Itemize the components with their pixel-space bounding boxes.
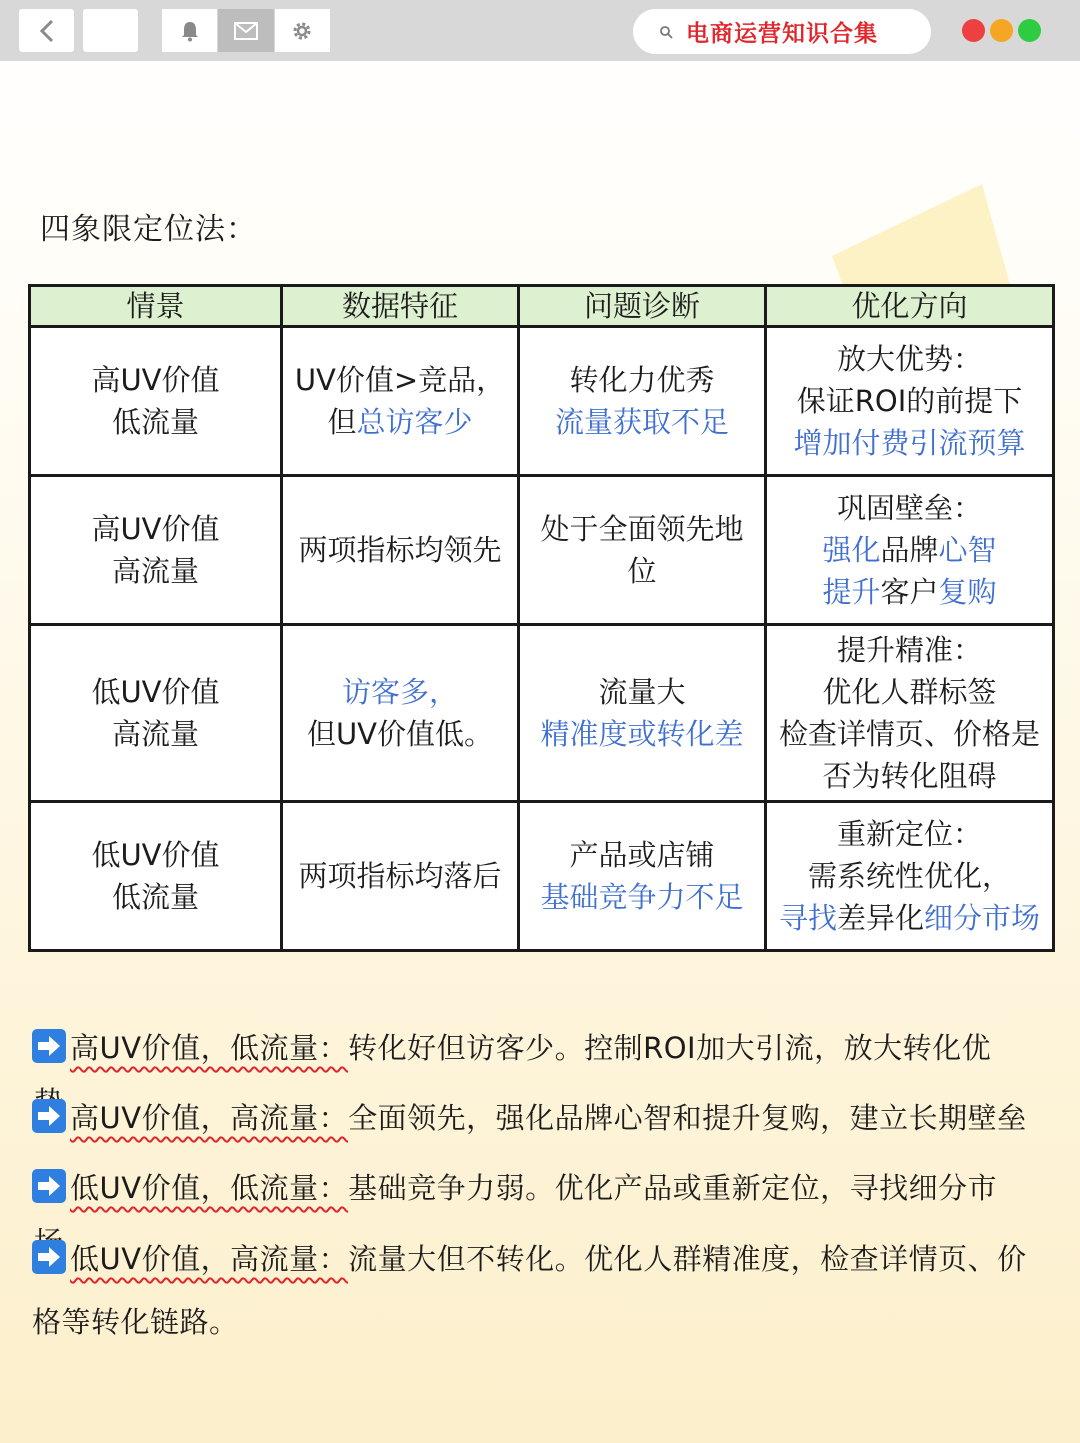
mail-icon <box>234 22 258 40</box>
data-cell: 访客多， 但UV价值低。 <box>282 625 519 802</box>
diagnosis-cell: 转化力优秀 流量获取不足 <box>519 327 766 476</box>
settings-button[interactable] <box>275 9 330 52</box>
gear-icon <box>291 20 313 42</box>
scene-cell: 高UV价值 低流量 <box>30 327 282 476</box>
mail-button[interactable] <box>218 9 273 52</box>
quadrant-table <box>28 284 1055 952</box>
note-item: 低UV价值，低流量：基础竞争力弱。优化产品或重新定位，寻找细分市 <box>32 1166 997 1207</box>
table-row <box>30 327 1054 476</box>
toolbar <box>0 0 1080 61</box>
arrow-right-icon <box>32 1169 66 1203</box>
wrapped-fragment <box>34 1220 63 1232</box>
header-scene: 情景 <box>30 286 282 327</box>
optimization-cell: 放大优势： 保证ROI的前提下 增加付费引流预算 <box>766 327 1054 476</box>
header-data: 数据特征 <box>282 286 519 327</box>
data-cell: 两项指标均领先 <box>282 476 519 625</box>
note-item: 高UV价值，高流量：全面领先，强化品牌心智和提升复购，建立长期壁垒 <box>32 1096 1027 1137</box>
table-header-row <box>30 286 1054 327</box>
table-row <box>30 802 1054 951</box>
arrow-right-icon <box>32 1029 66 1063</box>
data-cell: UV价值>竞品， 但总访客少 <box>282 327 519 476</box>
search-text: 电商运营知识合集 <box>686 21 878 47</box>
optimization-cell: 重新定位： 需系统性优化， 寻找差异化细分市场 <box>766 802 1054 951</box>
diagnosis-cell: 流量大 精准度或转化差 <box>519 625 766 802</box>
close-dot[interactable] <box>962 19 985 42</box>
notifications-button[interactable] <box>162 9 217 52</box>
arrow-right-icon <box>32 1099 66 1133</box>
bell-icon <box>180 20 200 42</box>
optimization-cell: 提升精准： 优化人群标签 检查详情页、价格是 否为转化阻碍 <box>766 625 1054 802</box>
arrow-right-icon <box>32 1240 66 1274</box>
header-diagnosis: 问题诊断 <box>519 286 766 327</box>
scene-cell: 低UV价值 低流量 <box>30 802 282 951</box>
page-title: 四象限定位法： <box>40 212 257 247</box>
back-button[interactable] <box>19 9 74 52</box>
chevron-left-icon <box>37 18 57 44</box>
note-tail: 格等转化链路。 <box>32 1305 239 1339</box>
table-row <box>30 476 1054 625</box>
blank-button[interactable] <box>83 9 138 52</box>
scene-cell: 高UV价值 高流量 <box>30 476 282 625</box>
minimize-dot[interactable] <box>990 19 1013 42</box>
header-optimization: 优化方向 <box>766 286 1054 327</box>
data-cell: 两项指标均落后 <box>282 802 519 951</box>
note-item: 低UV价值，高流量：流量大但不转化。优化人群精准度，检查详情页、价 <box>32 1237 1027 1278</box>
window-controls <box>962 19 1041 42</box>
search-icon <box>655 21 677 43</box>
table-row <box>30 625 1054 802</box>
diagnosis-cell: 产品或店铺 基础竞争力不足 <box>519 802 766 951</box>
toolbar-icon-group <box>162 9 331 52</box>
maximize-dot[interactable] <box>1018 19 1041 42</box>
wrapped-fragment <box>34 1080 63 1092</box>
diagnosis-cell: 处于全面领先地 位 <box>519 476 766 625</box>
scene-cell: 低UV价值 高流量 <box>30 625 282 802</box>
search-bar[interactable] <box>633 9 931 54</box>
optimization-cell: 巩固壁垒： 强化品牌心智 提升客户复购 <box>766 476 1054 625</box>
note-item: 高UV价值，低流量：转化好但访客少。控制ROI加大引流，放大转化优 <box>32 1026 991 1067</box>
